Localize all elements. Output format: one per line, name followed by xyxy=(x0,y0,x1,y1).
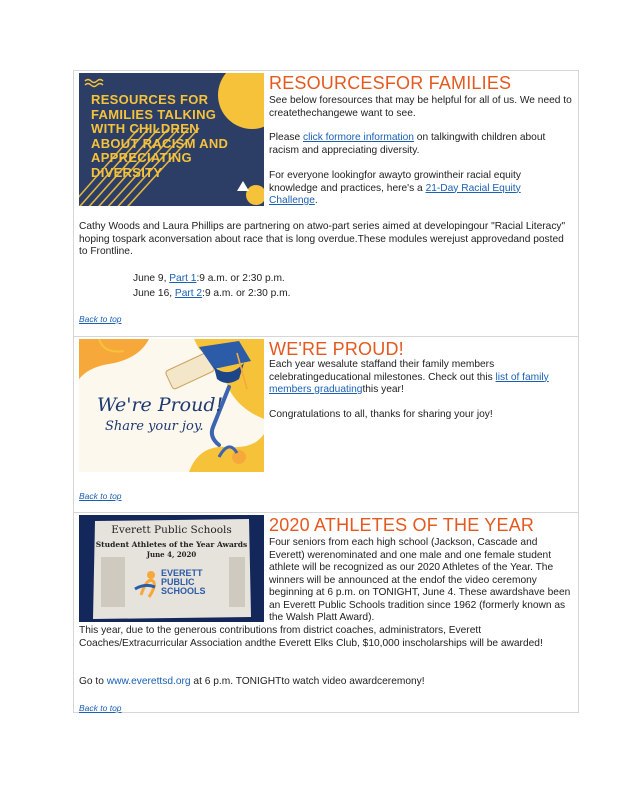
logo-text: EVERETT xyxy=(161,568,203,578)
resources-heading: RESOURCESFOR FAMILIES xyxy=(269,73,512,93)
text: :9 a.m. or 2:30 p.m. xyxy=(202,288,291,299)
athletes-heading: 2020 ATHLETES OF THE YEAR xyxy=(269,515,535,535)
text: :9 a.m. or 2:30 p.m. xyxy=(196,273,285,284)
watch-ceremony-paragraph xyxy=(79,676,573,689)
text: June 16, xyxy=(133,288,175,299)
racial-equity-challenge-link[interactable]: 21-Day Racial Equity Challenge xyxy=(269,182,521,206)
text: on talkingwith children about racism and appreciating diversity. xyxy=(269,132,546,156)
resources-image-text: RESOURCES FOR FAMILIES TALKING WITH CHILDREN ABOUT RACISM AND APPRECIATING DIVERSITY xyxy=(91,92,229,180)
back-to-top-link[interactable]: Back to top xyxy=(79,703,122,713)
text: Please xyxy=(269,132,303,143)
athletes-paragraph-cont: This year, due to the generous contributions from district coaches, administrators, Everett Coaches/Extracurricular Association andthe Everett Elks Club, $10,000 inscholarships will be awarded! xyxy=(79,625,543,649)
back-to-top-link[interactable]: Back to top xyxy=(79,314,122,324)
racial-literacy-paragraph: Cathy Woods and Laura Phillips are partnering on atwo-part series aimed at developingour "Racial Literacy" hoping tospark aconversation about race that is long overdue.These modules werejust approvedand posted to Frontline. xyxy=(79,221,566,257)
text: this year! xyxy=(362,384,404,395)
text: . xyxy=(314,195,318,206)
proud-image-line1: We're Proud! xyxy=(97,394,224,416)
proud-paragraph xyxy=(269,359,572,397)
eps-logo xyxy=(161,569,206,596)
text: Go to xyxy=(79,676,107,687)
proud-heading: WE'RE PROUD! xyxy=(269,339,404,359)
everettsd-link[interactable]: www.everettsd.org xyxy=(106,676,191,687)
click-for-more-link[interactable]: click formore information xyxy=(302,132,414,143)
resources-paragraph-click xyxy=(269,132,572,157)
list-item xyxy=(115,288,290,300)
text: Each year wesalute staffand their family members celebratingeducational milestones. Check out this xyxy=(269,359,496,383)
text: June 9, xyxy=(133,273,170,284)
logo-text: PUBLIC xyxy=(161,577,195,587)
resources-paragraph-challenge xyxy=(269,170,572,208)
text: For everyone lookingfor awayto growintheir racial equity knowledge and practices, here's a xyxy=(269,170,521,194)
section-divider xyxy=(73,512,579,513)
section-divider xyxy=(73,336,579,337)
text: at 6 p.m. TONIGHTto watch video awardceremony! xyxy=(193,676,425,687)
proud-image xyxy=(79,339,264,472)
back-to-top-link[interactable]: Back to top xyxy=(79,491,122,501)
list-item xyxy=(115,273,285,285)
proud-congrats: Congratulations to all, thanks for sharing your joy! xyxy=(269,409,493,420)
athletes-image xyxy=(79,515,264,622)
resources-image xyxy=(79,73,264,206)
logo-text: SCHOOLS xyxy=(161,586,206,596)
proud-image-line2: Share your joy. xyxy=(105,419,204,434)
athletes-paragraph: Four seniors from each high school (Jackson, Cascade and Everett) werenominated and one male and one female student athlete will be recognized as our 2020 Athletes of the Year. The winners will be announced at the endof the video ceremony beginning at 6 p.m. on TONIGHT, June 4. These awardshave been an Everett Public Schools tradition since 1962 (formerly known as the Walsh Platt Award). xyxy=(269,537,571,623)
resources-intro: See below foresources that may be helpful for all of us. We need to createthechangewe want to see. xyxy=(269,95,572,119)
athletes-image-header: Everett Public Schools xyxy=(111,524,232,536)
family-members-graduating-link[interactable]: list of family members graduating xyxy=(269,371,549,395)
part-2-link[interactable]: Part 2 xyxy=(174,288,203,299)
athletes-image-subtitle: Student Athletes of the Year Awards xyxy=(95,540,248,549)
athletes-image-date: June 4, 2020 xyxy=(146,550,197,559)
part-1-link[interactable]: Part 1 xyxy=(169,273,197,284)
